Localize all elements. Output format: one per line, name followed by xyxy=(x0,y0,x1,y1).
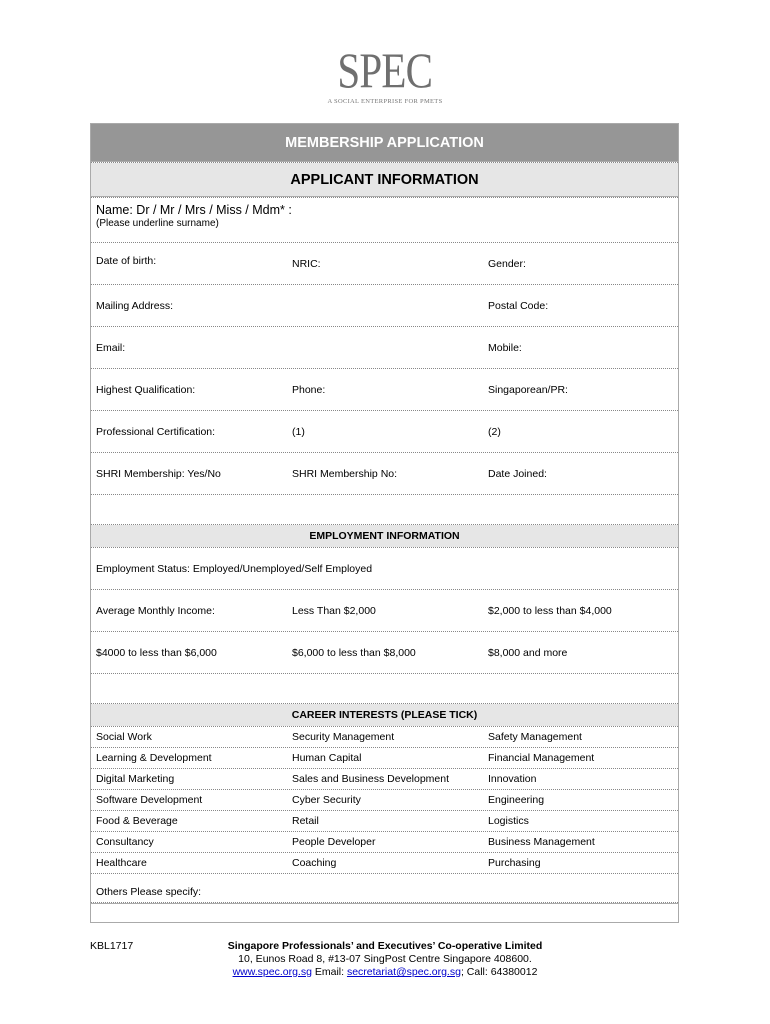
income-option[interactable]: $6,000 to less than $8,000 xyxy=(292,646,416,659)
contact-line xyxy=(0,966,770,979)
career-row xyxy=(91,727,678,748)
certification-2-field[interactable]: (2) xyxy=(488,425,501,438)
mailing-address-field[interactable]: Mailing Address: xyxy=(96,299,174,312)
logo-wordmark: SPEC xyxy=(337,42,433,98)
career-option[interactable]: Digital Marketing xyxy=(96,773,175,785)
others-row xyxy=(91,874,678,903)
bottom-spacer-row xyxy=(91,903,678,922)
dob-row xyxy=(91,243,678,285)
career-option[interactable]: Coaching xyxy=(292,857,337,869)
income-option[interactable]: $4000 to less than $6,000 xyxy=(96,646,217,659)
career-option[interactable]: Learning & Development xyxy=(96,752,212,764)
career-option[interactable]: Consultancy xyxy=(96,836,154,848)
income-option[interactable]: $2,000 to less than $4,000 xyxy=(488,604,612,617)
shri-membership-no-field[interactable]: SHRI Membership No: xyxy=(292,467,398,480)
gender-field[interactable]: Gender: xyxy=(488,258,526,270)
career-option[interactable]: Engineering xyxy=(488,794,545,806)
date-joined-field[interactable]: Date Joined: xyxy=(488,467,547,480)
employment-title-row xyxy=(91,525,678,548)
form-code: KBL1717 xyxy=(90,940,134,952)
career-option[interactable]: Purchasing xyxy=(488,857,541,869)
applicant-title-row xyxy=(91,163,678,198)
employment-section-title: EMPLOYMENT INFORMATION xyxy=(91,525,678,547)
footer-contact xyxy=(0,940,770,979)
others-field[interactable]: Others Please specify: xyxy=(96,886,202,898)
name-note: (Please underline surname) xyxy=(96,218,219,229)
income-row-1 xyxy=(91,590,678,632)
spacer-cell xyxy=(91,495,678,524)
name-label: Name: Dr / Mr / Mrs / Miss / Mdm* : xyxy=(96,203,292,217)
career-option[interactable]: Security Management xyxy=(292,731,395,743)
career-option[interactable]: Financial Management xyxy=(488,752,595,764)
income-option[interactable]: Less Than $2,000 xyxy=(292,604,376,617)
career-row xyxy=(91,853,678,874)
career-title-note: (PLEASE TICK) xyxy=(400,709,478,721)
employment-status-field[interactable]: Employment Status: Employed/Unemployed/Self Employed xyxy=(96,562,373,575)
career-option[interactable]: Healthcare xyxy=(96,857,147,869)
career-option[interactable]: Retail xyxy=(292,815,319,827)
career-title-row xyxy=(91,704,678,727)
spacer-row xyxy=(91,674,678,704)
logo-tagline: A SOCIAL ENTERPRISE FOR PMETS xyxy=(327,98,443,105)
spacer-cell xyxy=(91,904,678,922)
career-option[interactable]: Logistics xyxy=(488,815,529,827)
certification-1-field[interactable]: (1) xyxy=(292,425,305,438)
income-option[interactable]: $8,000 and more xyxy=(488,646,568,659)
email-field[interactable]: Email: xyxy=(96,341,126,354)
income-row-2 xyxy=(91,632,678,674)
income-label: Average Monthly Income: xyxy=(96,604,215,617)
address-row xyxy=(91,285,678,327)
career-title: CAREER INTERESTS xyxy=(291,709,398,721)
career-row xyxy=(91,790,678,811)
form-title-row xyxy=(91,124,678,163)
email-link[interactable]: secretariat@spec.org.sg xyxy=(346,966,461,978)
call-text: ; Call: 64380012 xyxy=(460,966,538,978)
name-field[interactable] xyxy=(91,198,678,242)
organisation-name: Singapore Professionals’ and Executives’ Co-operative Limited xyxy=(227,940,543,952)
spacer-cell xyxy=(91,674,678,703)
shri-row xyxy=(91,453,678,495)
career-row xyxy=(91,748,678,769)
spacer-row xyxy=(91,495,678,525)
qualification-row xyxy=(91,369,678,411)
career-option[interactable]: Software Development xyxy=(96,794,203,806)
certification-label: Professional Certification: xyxy=(96,425,216,438)
phone-field[interactable]: Phone: xyxy=(292,383,326,396)
career-section-title xyxy=(91,704,678,726)
dob-field[interactable]: Date of birth: xyxy=(96,255,157,267)
employment-status-row xyxy=(91,548,678,590)
mobile-field[interactable]: Mobile: xyxy=(488,341,522,354)
career-option[interactable]: Cyber Security xyxy=(292,794,361,806)
email-label: Email: xyxy=(314,966,345,978)
career-row xyxy=(91,769,678,790)
membership-form xyxy=(90,123,679,923)
career-option[interactable]: Social Work xyxy=(96,731,152,743)
applicant-section-title: APPLICANT INFORMATION xyxy=(91,163,678,197)
career-option[interactable]: Business Management xyxy=(488,836,595,848)
certification-row xyxy=(91,411,678,453)
career-option[interactable]: Sales and Business Development xyxy=(292,773,450,785)
career-option[interactable]: Innovation xyxy=(488,773,537,785)
nric-field[interactable]: NRIC: xyxy=(292,258,321,270)
career-row xyxy=(91,811,678,832)
career-option[interactable]: Food & Beverage xyxy=(96,815,178,827)
career-option[interactable]: People Developer xyxy=(292,836,376,848)
postal-code-field[interactable]: Postal Code: xyxy=(488,299,549,312)
website-link[interactable]: www.spec.org.sg xyxy=(232,966,312,978)
citizenship-field[interactable]: Singaporean/PR: xyxy=(488,383,568,396)
form-title: MEMBERSHIP APPLICATION xyxy=(91,124,678,162)
career-option[interactable]: Safety Management xyxy=(488,731,582,743)
spec-logo xyxy=(0,44,770,105)
email-row xyxy=(91,327,678,369)
career-option[interactable]: Human Capital xyxy=(292,752,362,764)
organisation-address: 10, Eunos Road 8, #13-07 SingPost Centre Singapore 408600. xyxy=(238,953,532,965)
name-row xyxy=(91,198,678,243)
qualification-field[interactable]: Highest Qualification: xyxy=(96,383,196,396)
career-row xyxy=(91,832,678,853)
shri-membership-field[interactable]: SHRI Membership: Yes/No xyxy=(96,467,221,480)
